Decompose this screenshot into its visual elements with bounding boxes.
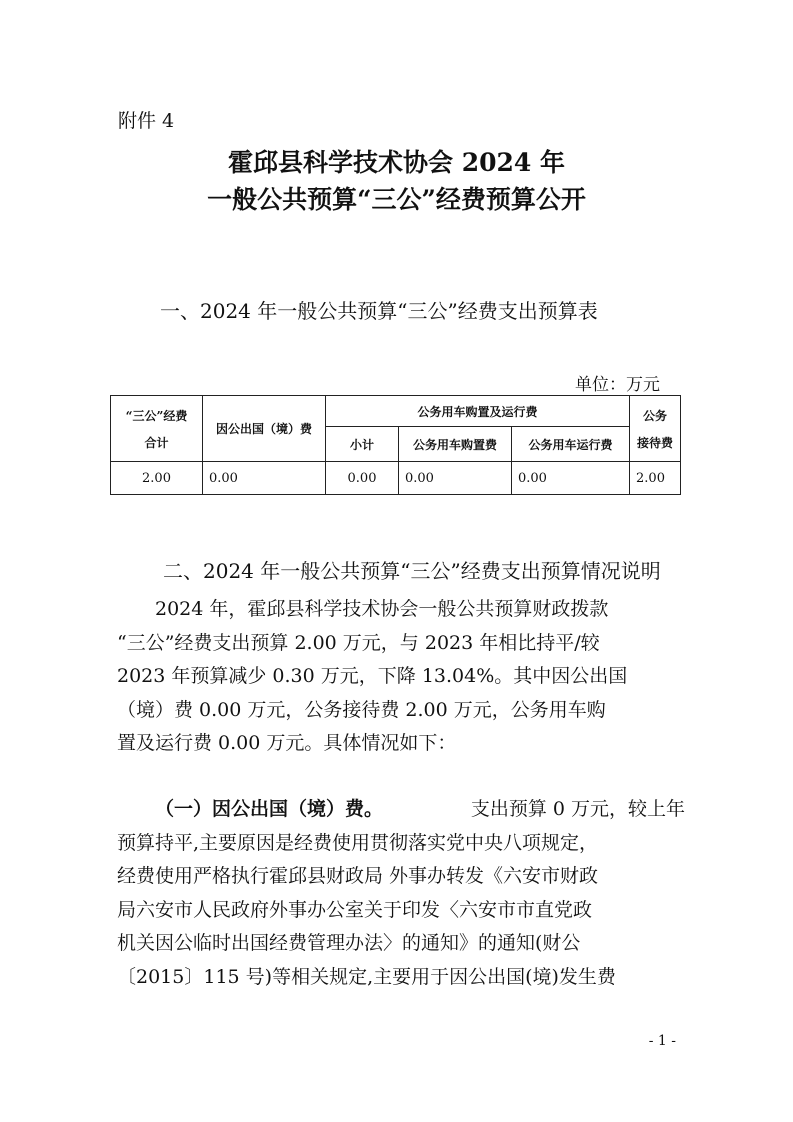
- paragraph-line: 预算持平,主要原因是经费使用贯彻落实党中央八项规定，: [117, 831, 599, 854]
- subheading-abroad: （一）因公出国（境）费。: [155, 798, 384, 820]
- paragraph-text: 支出预算 0 万元，较上年: [470, 798, 685, 820]
- cell-total: 2.00: [111, 462, 203, 495]
- header-vehicle-operation: 公务用车运行费: [512, 427, 630, 462]
- header-abroad: 因公出国（境）费: [203, 396, 326, 462]
- paragraph-line: 机关因公临时出国经费管理办法〉的通知》的通知(财公: [117, 932, 581, 954]
- paragraph-line: “三公”经费支出预算 2.00 万元，与 2023 年相比持平/较: [117, 631, 600, 654]
- document-title-line2: 一般公共预算“三公”经费预算公开: [207, 185, 586, 214]
- section2-heading: 二、2024 年一般公共预算“三公”经费支出预算情况说明: [163, 559, 661, 583]
- header-reception-cell: [630, 396, 681, 462]
- paragraph-summary: [117, 593, 685, 761]
- header-vehicle: 公务用车购置及运行费: [326, 396, 630, 427]
- paragraph-line: 经费使用严格执行霍邱县财政局 外事办转发《六安市财政: [117, 865, 599, 887]
- page-number: - 1 -: [648, 1033, 676, 1049]
- section1-heading: 一、2024 年一般公共预算“三公”经费支出预算表: [160, 299, 598, 323]
- paragraph-line: 2023 年预算减少 0.30 万元，下降 13.04%。其中因公出国: [117, 665, 628, 687]
- cell-abroad: 0.00: [203, 462, 326, 495]
- paragraph-line: 置及运行费 0.00 万元。具体情况如下：: [117, 732, 457, 754]
- paragraph-line: 局六安市人民政府外事办公室关于印发〈六安市市直党政: [117, 898, 593, 921]
- paragraph-line: 〔2015〕115 号)等相关规定,主要用于因公出国(境)发生费: [117, 965, 616, 988]
- header-reception-bottom: 接待费: [637, 435, 674, 450]
- table-row: [111, 462, 681, 495]
- header-vehicle-purchase: 公务用车购置费: [399, 427, 512, 462]
- header-total-top: “三公”经费: [125, 408, 188, 423]
- header-total-cell: [111, 396, 203, 462]
- document-title-line1: 霍邱县科学技术协会 2024 年: [228, 148, 565, 177]
- table-header-row-1: [111, 396, 681, 427]
- header-subtotal: 小计: [326, 427, 399, 462]
- paragraph-abroad: [117, 793, 685, 994]
- header-total-bottom: 合计: [144, 435, 169, 450]
- paragraph-line: [117, 793, 685, 827]
- cell-vehicle-purchase: 0.00: [399, 462, 512, 495]
- paragraph-line: 2024 年，霍邱县科学技术协会一般公共预算财政拨款: [155, 598, 609, 620]
- attachment-label: 附件 4: [118, 110, 175, 132]
- budget-table: [110, 395, 681, 495]
- header-reception-top: 公务: [643, 408, 668, 423]
- cell-subtotal: 0.00: [326, 462, 399, 495]
- cell-vehicle-operation: 0.00: [512, 462, 630, 495]
- unit-label: 单位：万元: [575, 375, 660, 395]
- cell-reception: 2.00: [630, 462, 681, 495]
- paragraph-line: （境）费 0.00 万元，公务接待费 2.00 万元，公务用车购: [117, 698, 606, 721]
